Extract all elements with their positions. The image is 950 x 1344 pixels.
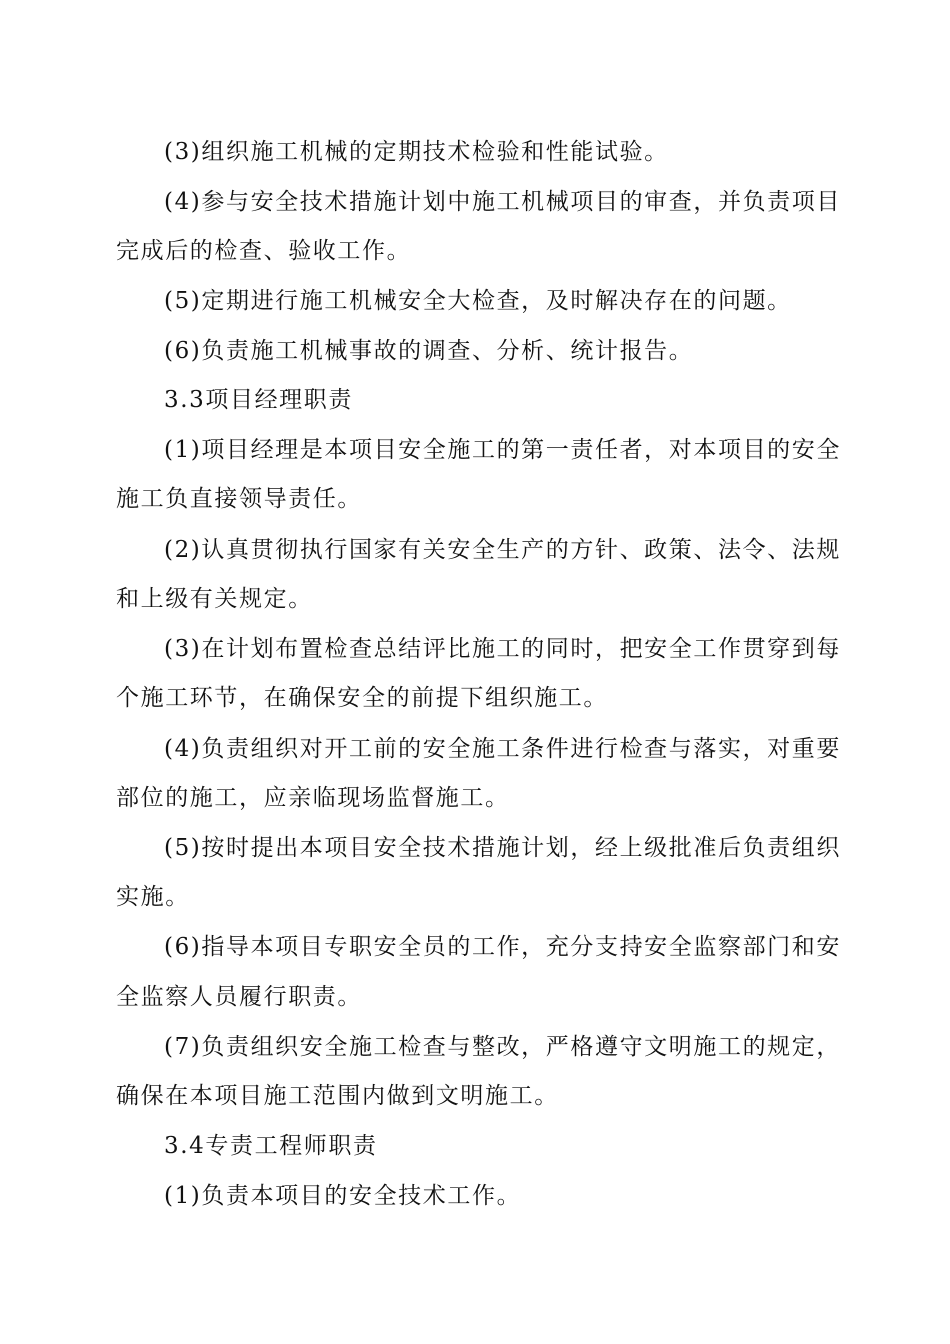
paragraph-line: (7)负责组织安全施工检查与整改，严格遵守文明施工的规定， [164, 1034, 841, 1060]
paragraph-line: (5)定期进行施工机械安全大检查，及时解决存在的问题。 [164, 288, 792, 314]
paragraph-line: 全监察人员履行职责。 [116, 984, 362, 1010]
paragraph-line: 完成后的检查、验收工作。 [116, 238, 412, 264]
paragraph-line: (3)组织施工机械的定期技术检验和性能试验。 [164, 139, 669, 165]
section-heading: 3.4专责工程师职责 [164, 1133, 378, 1159]
paragraph-line: 和上级有关规定。 [116, 586, 313, 612]
paragraph-line: 个施工环节，在确保安全的前提下组织施工。 [116, 685, 608, 711]
paragraph-line: 实施。 [116, 884, 190, 910]
paragraph-line: (2)认真贯彻执行国家有关安全生产的方针、政策、法令、法规 [164, 537, 841, 563]
paragraph-line: (3)在计划布置检查总结评比施工的同时，把安全工作贯穿到每 [164, 636, 841, 662]
paragraph-line: (1)负责本项目的安全技术工作。 [164, 1183, 522, 1209]
paragraph-line: 施工负直接领导责任。 [116, 486, 362, 512]
paragraph-line: 部位的施工，应亲临现场监督施工。 [116, 785, 510, 811]
paragraph-line: (4)参与安全技术措施计划中施工机械项目的审查，并负责项目 [164, 189, 841, 215]
paragraph-line: (6)负责施工机械事故的调查、分析、统计报告。 [164, 338, 694, 364]
paragraph-line: (5)按时提出本项目安全技术措施计划，经上级批准后负责组织 [164, 835, 841, 861]
section-heading: 3.3项目经理职责 [164, 387, 353, 413]
paragraph-line: (4)负责组织对开工前的安全施工条件进行检查与落实，对重要 [164, 736, 841, 762]
paragraph-line: (1)项目经理是本项目安全施工的第一责任者，对本项目的安全 [164, 437, 841, 463]
paragraph-line: 确保在本项目施工范围内做到文明施工。 [116, 1083, 559, 1109]
paragraph-line: (6)指导本项目专职安全员的工作，充分支持安全监察部门和安 [164, 934, 841, 960]
